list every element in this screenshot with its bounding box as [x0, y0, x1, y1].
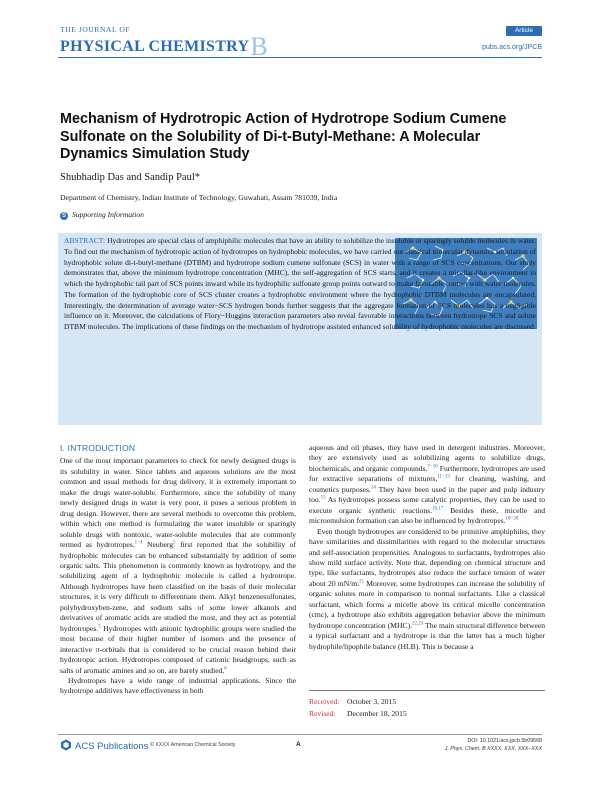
citation-ref[interactable]: 5: [98, 624, 101, 630]
header-divider: [58, 57, 542, 58]
author-affiliation: Department of Chemistry, Indian Institute of Technology, Guwahati, Assam 781039, India: [60, 193, 338, 202]
article-type-badge: Article: [506, 26, 542, 36]
citation-ref[interactable]: 21: [359, 579, 365, 585]
dates-divider: [309, 690, 545, 691]
revised-label: Revised:: [309, 708, 336, 718]
doi-link[interactable]: DOI: 10.1021/acs.jpcb.5b09668: [467, 738, 542, 744]
right-column: [309, 443, 545, 652]
intro-paragraph-3: aqueous and oil phases, they have used in detergent industries. Moreover, they are extensively used as solubilizing agents to solubilize drugs, biochemicals, and organic compounds.$^{7-10}$ Furthermore, hydrotropes are used for extractive separations of mixtures,$^{11-13}$ for cleaning, washing, and cosmetics purposes.$^{14}$ They have been used in the paper and pulp industry too.$^{15}$ As hydrotropes possess some catalytic properties, they can be used to execute organic synthetic reactions.$^{16,17}$ Besides these, micelle and microemulsion formation can also be influenced by hydrotropes.$^{18-20}$: [309, 443, 545, 526]
info-circle-icon: S: [61, 213, 66, 219]
received-date-row: [309, 696, 407, 708]
citation-ref[interactable]: 11−13: [437, 474, 450, 480]
article-authors[interactable]: Shubhadip Das and Sandip Paul*: [60, 172, 200, 183]
citation-ref[interactable]: 6: [224, 665, 227, 671]
citation-ref[interactable]: 1−4: [134, 540, 143, 546]
article-dates: [309, 696, 407, 719]
doi-citation: [445, 738, 542, 753]
citation-ref[interactable]: 7−10: [427, 464, 438, 470]
article-title: Mechanism of Hydrotropic Action of Hydrotrope Sodium Cumene Sulfonate on the Solubility of Di-t-Butyl-Methane: A Molecular Dynamics Simulation Study: [60, 111, 507, 162]
left-column: [60, 443, 296, 697]
citation-ref[interactable]: 22,23: [412, 621, 424, 627]
citation-ref[interactable]: 15: [320, 495, 326, 501]
footer-divider: [58, 734, 542, 735]
intro-paragraph-4: Even though hydrotropes are considered to be primitive amphiphiles, they have similarities and dissimilarities with regard to the molecular structures and self-association propensities. Analogous to surfactants, hydrotropes also show mild surface activity. Note that, depending on chemical structure and type, like surfactants, hydrotropes also reduce the surface tension of water about 20 mN/m.$^{21}$ Moreover, some hydrotropes can increase the solubility of organic solutes more in comparison to normal surfactants. Like a classical surfactant, which forms a micelle above its critical micelle concentration (cmc), a hydrotrope also exhibits aggregation behavior above the minimum hydrotrope concentration (MHC).$^{22,23}$ The main structural difference between a typical surfactant and a hydrotrope is that the latter has a much higher hydrophile/lipophile balance (HLB). This is because a: [309, 526, 545, 651]
citation-ref[interactable]: 18−20: [505, 516, 519, 522]
citation-ref[interactable]: 16,17: [432, 506, 444, 512]
revised-date-row: [309, 708, 407, 720]
abstract-body: Hydrotropes are special class of amphiphilic molecules that have an ability to solubilize the insoluble or sparingly soluble molecules in water. To find out the mechanism of hydrotropic action of hydrotropes on hydrophobic molecules, we have carried out classical molecular dynamics simulation of hydrophobic solute di-t-butyl-methane (DTBM) and hydrotrope sodium cumene sulfonate (SCS) in water with a range of SCS concentrations. Our study demonstrates that, above the minimum hydrotrope concentration (MHC), the self-aggregation of SCS starts, and it creates a micellar-like environment in which the hydrophobic tail part of SCS points inward while its hydrophilic sulfonate group points outward to make favorable contact with water molecules. The formation of the hydrophobic core of SCS cluster creates a hydrophobic environment where the hydrophobic DTBM molecules are encapsulated. Interestingly, the determination of average water−SCS hydrogen bonds further suggests that the aggregate formation of SCS molecules has a negligible influence on it. Moreover, the calculations of Flory−Huggins interaction parameters also reveal favorable interactions between hydrotrope SCS and solute DTBM molecules. The implications of these findings on the mechanism of hydrotrope assisted enhanced solubility of hydrophobic molecules are discussed.: [64, 236, 536, 331]
supporting-info-label: Supporting Information: [72, 210, 144, 219]
citation-ref[interactable]: 5: [173, 540, 176, 546]
journal-url-link[interactable]: pubs.acs.org/JPCB: [482, 44, 542, 51]
abstract-label: ABSTRACT:: [64, 236, 106, 245]
revised-value: December 18, 2015: [347, 708, 407, 718]
page-number: A: [296, 741, 301, 748]
publisher-name: ACS Publications: [75, 741, 149, 752]
citation-ref[interactable]: 14: [370, 485, 376, 491]
journal-the: THE JOURNAL OF: [60, 25, 131, 34]
received-label: Received:: [309, 697, 340, 706]
acs-hexagon-icon: [60, 739, 72, 751]
section-heading-introduction: I. INTRODUCTION: [60, 443, 136, 453]
journal-citation: J. Phys. Chem. B XXXX, XXX, XXX−XXX: [444, 745, 542, 752]
intro-paragraph-2: Hydrotropes have a wide range of industrial applications. Since the hydrotrope additives have effectiveness in both: [60, 675, 296, 696]
acs-publications-logo[interactable]: [60, 739, 148, 752]
copyright-notice: © XXXX American Chemical Society: [150, 742, 236, 748]
abstract-text: [64, 236, 536, 333]
journal-logo: [60, 26, 268, 60]
intro-paragraph-1: One of the most important parameters to check for newly designed drugs is its solubility in water. Since tablets and aqueous solutions are the most common and usual methods for drug delivery, it is extremely important to make the drugs water-soluble. Furthermore, since the solubility of many newly designed drugs in water is very poor, it poses a serious problem in drug design. However, there are several methods to overcome this problem, within which one method is formulating the water insoluble or sparingly soluble drugs with nontoxic, water-soluble molecules that are commonly termed as hydrotropes.$^{1-4}$ Neuberg$^5$ first reported that the solubility of hydrophobic molecules can be enhanced substantially by addition of some organic salts. This phenomenon is commonly known as hydrotropy, and the solubilizing agent of a hydrophobic molecule is called a hydrotrope. Although hydrotropes have been classified on the basis of their molecular structures, it is very difficult to differentiate them. Alkyl benzenesulfonates, polyhydroxyben-zene, and sodium salts of some lower alkanols and derivatives of aromatic acids are studied the most, and they act as potential hydrotropes.$^5$ Hydrotropes with anionic hydrophilic groups were studied the most because of their higher number of isomers and the presence of interactive π-orbitals that is considered to be crucial reason behind their hydrotropic action. Hydrotropes composed of cationic headgroups, such as salts of aromatic amines and so on, are barely studied.$^6$: [60, 456, 296, 675]
journal-name: PHYSICAL CHEMISTRY: [60, 37, 250, 55]
received-value: October 3, 2015: [347, 697, 397, 706]
journal-letter: B: [250, 31, 268, 61]
supporting-info-link[interactable]: [60, 210, 144, 220]
